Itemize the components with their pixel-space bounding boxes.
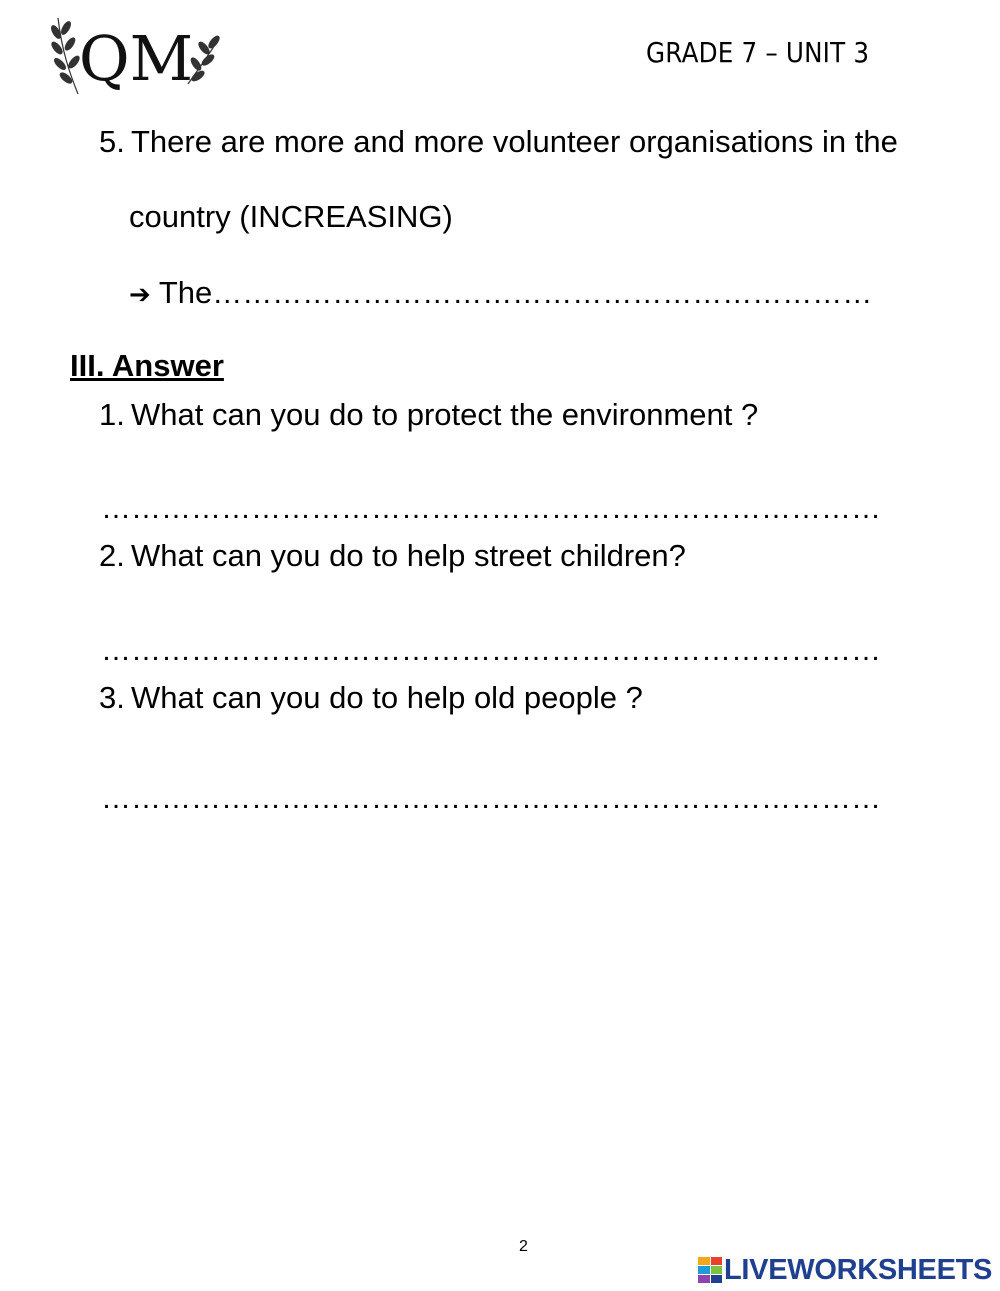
question-text: What can you do to protect the environment ? <box>131 397 759 432</box>
item-text-line2: country (INCREASING) <box>129 199 453 234</box>
arrow-right-icon: ➔ <box>129 280 151 310</box>
answer-blank-2[interactable]: …………………………………………………………………… <box>101 634 881 667</box>
question-text: What can you do to help old people ? <box>131 680 643 715</box>
question-2 <box>99 538 686 574</box>
question-text: What can you do to help street children? <box>131 538 686 573</box>
question-1 <box>99 397 758 433</box>
question-number: 2. <box>99 538 125 573</box>
answer-blank[interactable]: ………………………………………………………… <box>212 277 873 310</box>
rewrite-answer-line[interactable] <box>129 275 872 311</box>
rewrite-item-5 <box>99 124 898 160</box>
brand-text: LIVEWORKSHEETS <box>724 1253 993 1286</box>
question-number: 3. <box>99 680 125 715</box>
logo-text: QM <box>78 22 194 95</box>
grade-unit-label: GRADE 7 – UNIT 3 <box>646 36 870 69</box>
qm-logo <box>48 14 223 100</box>
item-text-line1: There are more and more volunteer organisations in the <box>131 124 898 159</box>
answer-blank-3[interactable]: …………………………………………………………………… <box>101 782 881 815</box>
liveworksheets-logo-icon <box>698 1257 722 1283</box>
item-number: 5. <box>99 124 125 159</box>
page-number: 2 <box>519 1238 528 1255</box>
section-heading: III. Answer <box>70 348 224 383</box>
answer-start: The <box>158 275 213 310</box>
answer-blank-1[interactable]: …………………………………………………………………… <box>101 492 881 525</box>
question-number: 1. <box>99 397 125 432</box>
question-3 <box>99 680 643 716</box>
liveworksheets-brand[interactable] <box>698 1254 992 1286</box>
